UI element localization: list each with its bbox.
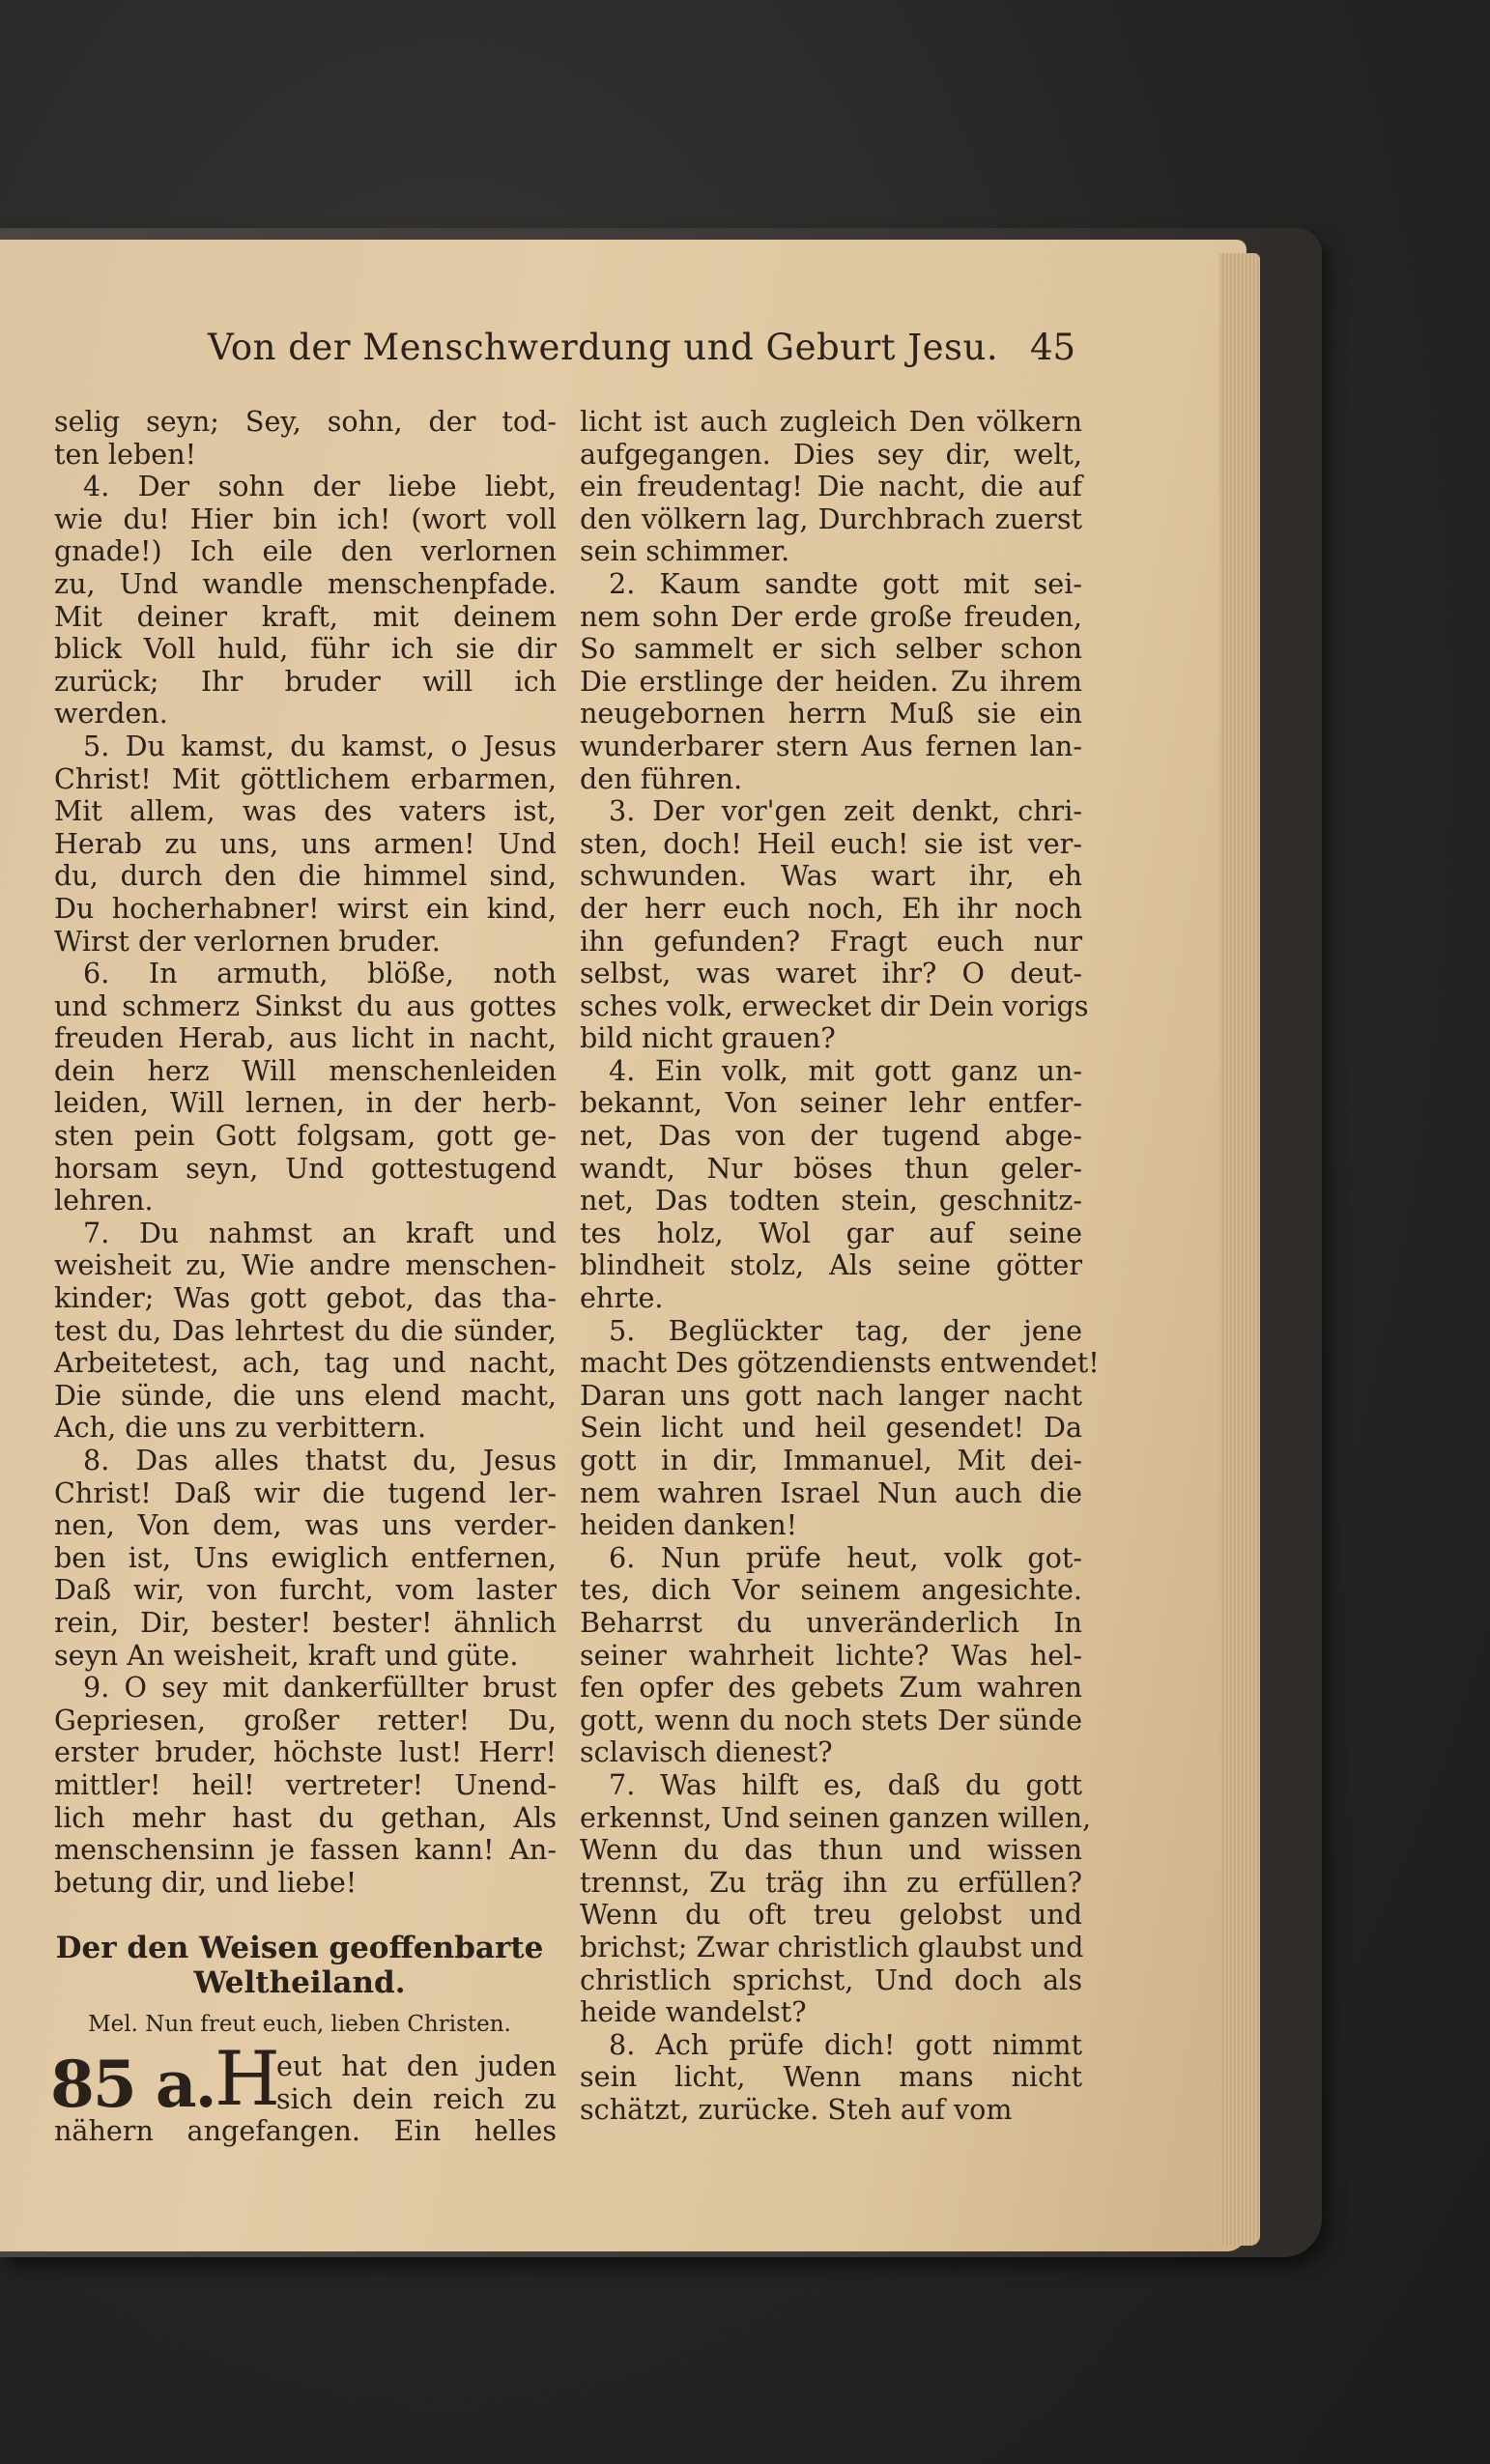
- page-title: Von der Menschwerdung und Geburt Jesu.: [208, 327, 999, 368]
- text-line: Ach, die uns zu verbittern.: [54, 1411, 427, 1445]
- text-line: dein herz Will menschenleiden: [54, 1053, 557, 1087]
- text-line: heide wandelst?: [580, 1995, 807, 2029]
- text-line: net, Das todten stein, geschnitz-: [580, 1184, 1082, 1218]
- text-line: gott, wenn du noch stets Der sünde: [580, 1703, 1082, 1736]
- text-line: So sammelt er sich selber schon: [580, 632, 1082, 666]
- hymn-number: 85 a.: [50, 2047, 215, 2122]
- hymn-line: nähern angefangen. Ein helles: [54, 2114, 557, 2148]
- text-line: zu, Und wandle menschenpfade.: [54, 566, 557, 600]
- text-line: der herr euch noch, Eh ihr noch: [580, 891, 1082, 925]
- text-line: erkennst, Und seinen ganzen willen,: [580, 1800, 1092, 1834]
- text-line: Wirst der verlornen bruder.: [54, 924, 441, 958]
- text-line: nen, Von dem, was uns verder-: [54, 1508, 557, 1542]
- text-line: Herab zu uns, uns armen! Und: [54, 826, 557, 860]
- text-line: 6. In armuth, blöße, noth: [83, 957, 557, 990]
- text-line: seiner wahrheit lichte? Was hel-: [580, 1638, 1082, 1672]
- page-number: 45: [1030, 327, 1076, 368]
- text-line: christlich sprichst, Und doch als: [580, 1963, 1082, 1996]
- text-line: Die sünde, die uns elend macht,: [54, 1378, 557, 1412]
- text-line: betung dir, und liebe!: [54, 1865, 358, 1899]
- text-line: sten pein Gott folgsam, gott ge-: [54, 1119, 557, 1153]
- text-line: ten leben!: [54, 437, 197, 471]
- left-column: [54, 406, 557, 1899]
- text-line: nem wahren Israel Nun auch die: [580, 1476, 1082, 1509]
- text-line: Sein licht und heil gesendet! Da: [580, 1411, 1082, 1445]
- text-line: lehren.: [54, 1184, 154, 1218]
- text-line: schwunden. Was wart ihr, eh: [580, 859, 1082, 893]
- text-line: weisheit zu, Wie andre menschen-: [54, 1248, 557, 1282]
- text-line: Wenn du oft treu gelobst und: [580, 1898, 1082, 1932]
- text-line: test du, Das lehrtest du die sünder,: [54, 1313, 557, 1347]
- text-line: Christ! Daß wir die tugend ler-: [54, 1476, 557, 1509]
- text-line: Beharrst du unveränderlich In: [580, 1605, 1082, 1639]
- text-line: werden.: [54, 697, 168, 731]
- text-line: 7. Du nahmst an kraft und: [83, 1216, 557, 1249]
- hymn-line: eut hat den juden: [276, 2049, 557, 2082]
- text-line: neugebornen herrn Muß sie ein: [580, 697, 1082, 731]
- text-line: Du hocherhabner! wirst ein kind,: [54, 891, 557, 925]
- text-line: Daß wir, von furcht, vom laster: [54, 1573, 557, 1607]
- text-line: leiden, Will lernen, in der herb-: [54, 1086, 557, 1120]
- text-line: du, durch den die himmel sind,: [54, 859, 557, 893]
- text-line: 5. Du kamst, du kamst, o Jesus: [83, 729, 557, 762]
- text-line: blick Voll huld, führ ich sie dir: [54, 632, 557, 666]
- text-line: und schmerz Sinkst du aus gottes: [54, 988, 557, 1022]
- melody-note: Mel. Nun freut euch, lieben Christen.: [88, 2012, 511, 2037]
- text-line: sein licht, Wenn mans nicht: [580, 2060, 1082, 2094]
- text-line: bekannt, Von seiner lehr entfer-: [580, 1086, 1082, 1120]
- text-line: horsam seyn, Und gottestugend: [54, 1151, 557, 1185]
- text-line: den völkern lag, Durchbrach zuerst: [580, 501, 1082, 535]
- text-line: wie du! Hier bin ich! (wort voll: [54, 501, 557, 535]
- text-line: sches volk, erwecket dir Dein vorigs: [580, 988, 1089, 1022]
- text-line: lich mehr hast du gethan, Als: [54, 1800, 557, 1834]
- text-line: Gepriesen, großer retter! Du,: [54, 1703, 557, 1736]
- text-line: zurück; Ihr bruder will ich: [54, 664, 557, 698]
- text-line: mittler! heil! vertreter! Unend-: [54, 1767, 557, 1801]
- text-line: schätzt, zurücke. Steh auf vom: [580, 2092, 1013, 2126]
- text-line: 8. Das alles thatst du, Jesus: [83, 1444, 557, 1476]
- text-line: sclavisch dienest?: [580, 1735, 833, 1769]
- text-line: Mit allem, was des vaters ist,: [54, 794, 557, 828]
- text-line: 4. Der sohn der liebe liebt,: [83, 470, 557, 503]
- text-line: gnade!) Ich eile den verlornen: [54, 534, 557, 568]
- text-line: 4. Ein volk, mit gott ganz un-: [609, 1053, 1082, 1087]
- text-line: 2. Kaum sandte gott mit sei-: [609, 566, 1082, 600]
- text-line: Wenn du das thun und wissen: [580, 1833, 1082, 1867]
- text-line: wunderbarer stern Aus fernen lan-: [580, 729, 1082, 762]
- text-line: Christ! Mit göttlichem erbarmen,: [54, 761, 557, 795]
- text-line: Mit deiner kraft, mit deinem: [54, 599, 557, 633]
- text-line: heiden danken!: [580, 1508, 798, 1542]
- text-line: menschensinn je fassen kann! An-: [54, 1833, 557, 1867]
- text-line: tes holz, Wol gar auf seine: [580, 1216, 1082, 1249]
- text-line: rein, Dir, bester! bester! ähnlich: [54, 1605, 557, 1639]
- page-stack-edge: [1219, 253, 1260, 2246]
- text-line: trennst, Zu träg ihn zu erfüllen?: [580, 1865, 1082, 1899]
- text-line: ben ist, Uns ewiglich entfernen,: [54, 1540, 557, 1574]
- text-line: macht Des götzendiensts entwendet!: [580, 1346, 1100, 1380]
- text-line: 9. O sey mit dankerfüllter brust: [83, 1671, 557, 1705]
- text-line: blindheit stolz, Als seine götter: [580, 1248, 1082, 1282]
- drop-cap: H: [215, 2036, 281, 2123]
- text-line: wandt, Nur böses thun geler-: [580, 1151, 1082, 1185]
- text-line: aufgegangen. Dies sey dir, welt,: [580, 437, 1082, 471]
- running-head: [0, 327, 1121, 385]
- text-line: sten, doch! Heil euch! sie ist ver-: [580, 826, 1082, 860]
- text-line: selbst, was waret ihr? O deut-: [580, 957, 1082, 990]
- text-line: 3. Der vor'gen zeit denkt, chri-: [609, 794, 1082, 828]
- section-heading: Der den Weisen geoffenbarte Weltheiland.: [55, 1931, 544, 2000]
- text-line: Daran uns gott nach langer nacht: [580, 1378, 1082, 1412]
- text-line: erster bruder, höchste lust! Herr!: [54, 1735, 557, 1769]
- text-line: Die erstlinge der heiden. Zu ihrem: [580, 664, 1082, 698]
- text-line: selig seyn; Sey, sohn, der tod-: [54, 405, 557, 438]
- text-line: sein schimmer.: [580, 534, 790, 568]
- text-line: 8. Ach prüfe dich! gott nimmt: [609, 2027, 1082, 2061]
- text-line: 7. Was hilft es, daß du gott: [609, 1767, 1082, 1801]
- text-line: net, Das von der tugend abge-: [580, 1119, 1082, 1153]
- text-line: ehrte.: [580, 1281, 664, 1315]
- text-line: freuden Herab, aus licht in nacht,: [54, 1021, 557, 1055]
- text-line: ein freudentag! Die nacht, die auf: [580, 470, 1082, 503]
- text-line: gott in dir, Immanuel, Mit dei-: [580, 1444, 1082, 1476]
- text-line: 6. Nun prüfe heut, volk got-: [609, 1540, 1082, 1574]
- text-line: tes, dich Vor seinem angesichte.: [580, 1573, 1082, 1607]
- text-line: nem sohn Der erde große freuden,: [580, 599, 1082, 633]
- text-line: fen opfer des gebets Zum wahren: [580, 1671, 1082, 1705]
- text-line: licht ist auch zugleich Den völkern: [580, 405, 1082, 438]
- text-line: ihn gefunden? Fragt euch nur: [580, 924, 1082, 958]
- hymn-opening: [54, 2050, 557, 2148]
- text-line: bild nicht grauen?: [580, 1021, 836, 1055]
- text-line: Arbeitetest, ach, tag und nacht,: [54, 1346, 557, 1380]
- text-line: den führen.: [580, 761, 743, 795]
- text-line: kinder; Was gott gebot, das tha-: [54, 1281, 557, 1315]
- text-line: 5. Beglückter tag, der jene: [609, 1313, 1082, 1347]
- right-column: [580, 405, 1100, 2126]
- text-line: seyn An weisheit, kraft und güte.: [54, 1638, 519, 1672]
- text-line: brichst; Zwar christlich glaubst und: [580, 1930, 1084, 1963]
- hymn-line: sich dein reich zu: [276, 2081, 557, 2115]
